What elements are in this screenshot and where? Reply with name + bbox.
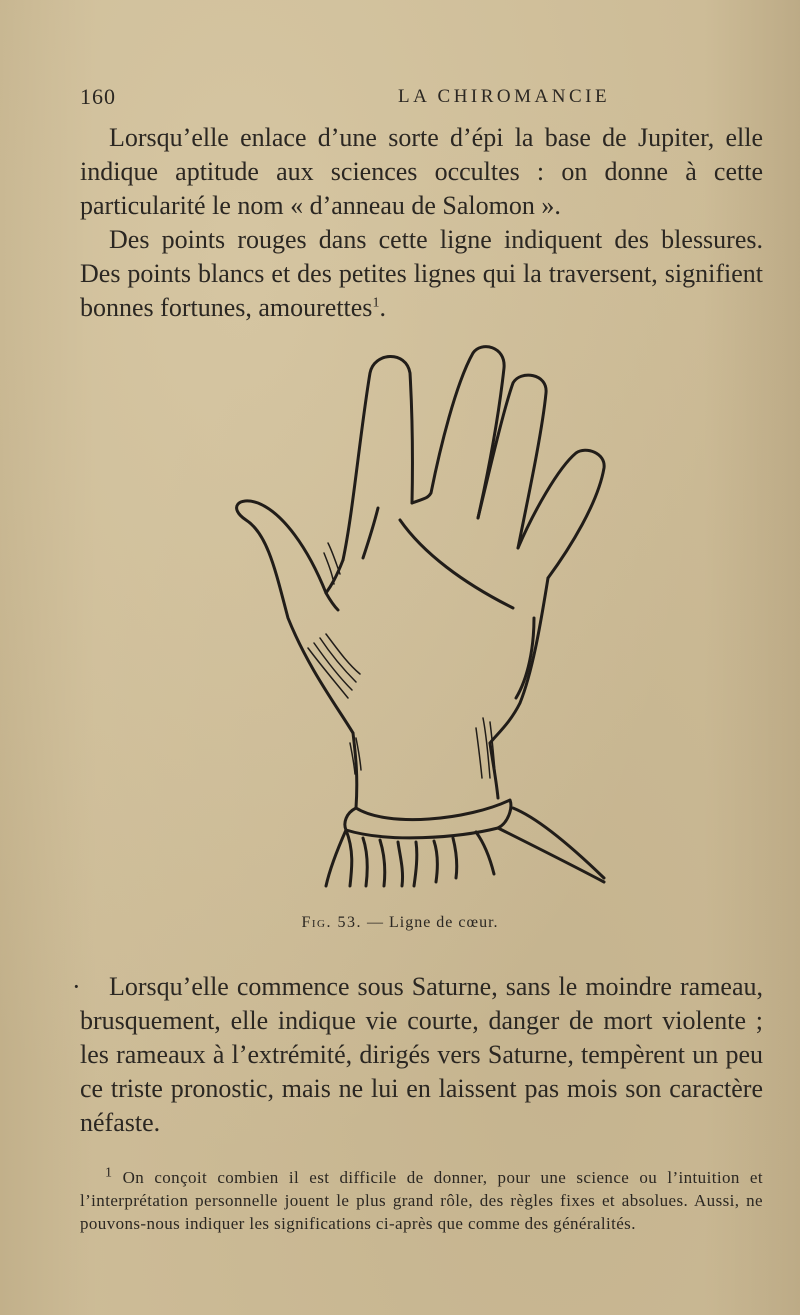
paragraph-saturne: Lorsqu’elle commence sous Saturne, sans le moindre rameau, brusquement, elle indique vie courte, danger de mort violente ; les rameaux à l’extrémité, dirigés vers Saturne, tempèrent un peu ce triste pronostic, mais ne lui en laissent pas mois son caractère néfaste. [80, 972, 763, 1137]
paragraph-anneau-de-salomon: Lorsqu’elle enlace d’une sorte d’épi la base de Jupiter, elle indique aptitude aux sciences occultes : on donne à cette particularité le nom « d’anneau de Salomon ». [80, 123, 763, 220]
caption-dash: — [366, 914, 384, 931]
paragraph-points-rouges [80, 223, 763, 325]
figure-53 [228, 338, 612, 898]
top-text-block [80, 121, 763, 325]
running-title: LA CHIROMANCIE [398, 86, 611, 107]
footnote-text: On conçoit combien il est difficile de donner, pour une science ou l’intuition et l’interprétation personnelle jouent le plus grand rôle, des règles fixes et absolues. Aussi, ne pouvons-nous indiquer les significations ci-après que comme des généralités. [80, 1168, 763, 1233]
palm-hand-icon [228, 338, 612, 898]
page-number: 160 [80, 84, 116, 109]
bottom-text-block [72, 970, 763, 1140]
footnote-number: 1 [105, 1165, 113, 1181]
stray-mark: · [72, 972, 81, 1001]
footnote [80, 1166, 763, 1235]
figure-caption [0, 914, 800, 932]
paragraph-end-period: . [379, 293, 386, 322]
page-header [80, 84, 760, 110]
footnote-reference: 1 [372, 295, 380, 311]
caption-text: Ligne de cœur. [388, 914, 499, 931]
paragraph-points-rouges-text: Des points rouges dans cette ligne indiquent des blessures. Des points blancs et des petites lignes qui la traversent, signifient bonnes fortunes, amourettes [80, 225, 763, 322]
figure-label: Fig. 53. [301, 914, 362, 931]
